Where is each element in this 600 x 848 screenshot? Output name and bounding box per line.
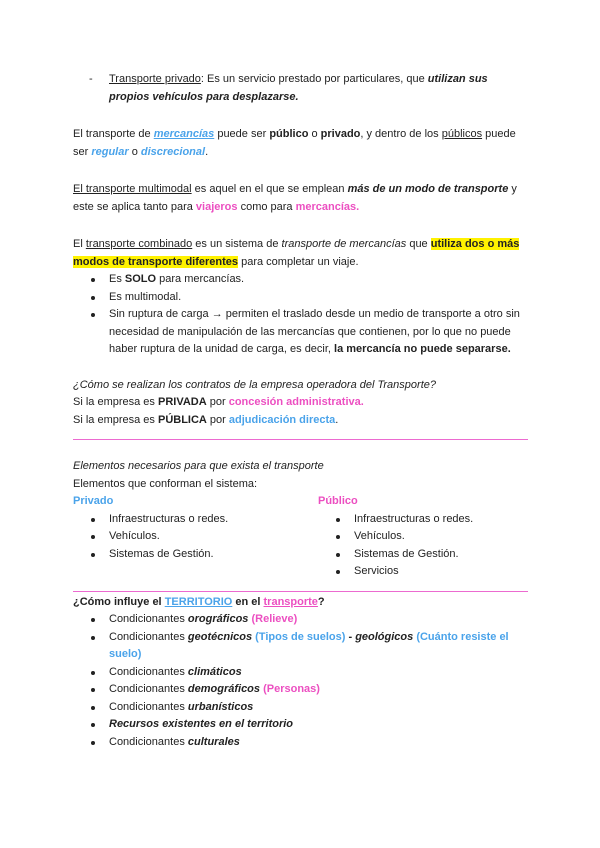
- text-span: es un sistema de: [192, 238, 282, 250]
- list-item: [73, 611, 528, 629]
- multimodal-emphasis: más de un modo de transporte: [347, 183, 509, 195]
- list-item: Infraestructuras o redes.: [73, 511, 318, 529]
- contracts-private-line: [73, 394, 528, 412]
- text-span: El: [73, 238, 86, 250]
- text-span: Si la empresa es: [73, 396, 158, 408]
- text-span: Condicionantes: [109, 700, 188, 713]
- concesion-term: concesión administrativa.: [228, 396, 364, 408]
- geotecnicos-term: geotécnicos: [187, 630, 253, 643]
- text-span: Condicionantes: [109, 735, 188, 748]
- text-span: o: [128, 145, 141, 158]
- viajeros-term: viajeros: [195, 200, 238, 213]
- contracts-question: ¿Cómo se realizan los contratos de la empresa operadora del Transporte?: [73, 378, 436, 391]
- elements-subtitle: Elementos que conforman el sistema:: [73, 477, 258, 490]
- text-span: en el: [232, 595, 264, 608]
- regular-term: regular: [91, 145, 129, 158]
- combined-paragraph: [73, 236, 528, 271]
- climaticos-term: climáticos: [187, 665, 242, 678]
- text-span: para mercancías.: [156, 273, 245, 285]
- contracts-public-line: [73, 412, 528, 430]
- private-transport-emphasis: utilizan sus propios vehículos para desplazarse.: [109, 73, 488, 103]
- list-item: Es multimodal.: [73, 289, 528, 307]
- text-span: Condicionantes: [109, 613, 188, 625]
- separator: -: [345, 630, 356, 643]
- combined-italic: transporte de mercancías: [281, 238, 407, 250]
- urbanisticos-term: urbanísticos: [187, 700, 254, 713]
- text-span: como para: [237, 200, 296, 213]
- text-span: .: [205, 145, 209, 158]
- list-item: [73, 699, 528, 717]
- territory-question: [73, 594, 528, 612]
- combined-term: transporte combinado: [85, 238, 193, 250]
- privado-term: privado: [320, 128, 361, 140]
- text-span: y este se aplica tanto para: [73, 183, 517, 213]
- text-span: por: [206, 413, 229, 426]
- list-item: Vehículos.: [318, 528, 528, 546]
- suelos-note: (Tipos de suelos): [255, 630, 346, 643]
- text-span: .: [335, 413, 339, 426]
- multimodal-paragraph: [73, 181, 528, 216]
- private-column: [73, 493, 318, 581]
- text-span: por: [206, 396, 229, 408]
- list-item: [73, 681, 528, 699]
- mercancias-term: mercancías.: [295, 200, 360, 213]
- text-span: ¿Cómo influye el: [73, 595, 165, 608]
- text-span: Condicionantes: [109, 683, 188, 695]
- solo-term: SOLO: [124, 273, 157, 285]
- list-item: [73, 306, 528, 359]
- private-transport-term: Transporte privado: [109, 73, 201, 85]
- text-span: o: [308, 128, 321, 140]
- orograficos-term: orográficos: [187, 613, 249, 625]
- private-heading: Privado: [73, 495, 114, 507]
- text-span: Condicionantes: [109, 665, 188, 678]
- public-list: [318, 511, 528, 581]
- recursos-term: Recursos existentes en el territorio: [109, 718, 294, 730]
- text-span: puede ser: [214, 128, 270, 140]
- transporte-term: transporte: [263, 595, 318, 608]
- private-transport-item: [73, 71, 528, 106]
- multimodal-term: El transporte multimodal: [73, 183, 192, 195]
- elements-columns: [73, 493, 528, 581]
- territorio-term: TERRITORIO: [164, 595, 233, 608]
- territory-list: [73, 611, 528, 751]
- culturales-term: culturales: [187, 735, 240, 748]
- mercancias-term: mercancías: [153, 128, 215, 140]
- public-column: [318, 493, 528, 581]
- discrecional-term: discrecional: [140, 145, 206, 158]
- publicos-term: públicos: [441, 128, 483, 140]
- text-span: El transporte de: [73, 128, 154, 140]
- text-span: que: [406, 238, 431, 250]
- resiste-note: (Cuánto resiste el suelo): [109, 630, 509, 660]
- list-item: [73, 629, 528, 664]
- combined-bullet-list: [73, 271, 528, 359]
- adjudicacion-term: adjudicación directa: [228, 413, 336, 426]
- list-item: [73, 271, 528, 289]
- list-item: Infraestructuras o redes.: [318, 511, 528, 529]
- relieve-note: (Relieve): [251, 613, 298, 625]
- document-page: [73, 71, 528, 751]
- bold-conclusion: la mercancía no puede separarse.: [334, 343, 511, 355]
- text-span: puede ser: [73, 128, 516, 158]
- private-transport-text: : Es un servicio prestado por particulares, que: [200, 73, 428, 85]
- private-list: [73, 511, 318, 564]
- list-item: Vehículos.: [73, 528, 318, 546]
- publica-term: PÚBLICA: [157, 413, 207, 426]
- privada-term: PRIVADA: [157, 396, 207, 408]
- text-span: Sin ruptura de carga → permiten el traslado desde un medio de transporte a otro sin necesidad de manipulación de las mercancías que contienen, por lo que no puede haber ruptura de la unidad de carga, es decir,: [109, 308, 520, 355]
- list-item: [73, 734, 528, 752]
- text-span: ?: [317, 595, 325, 608]
- combined-highlight: utiliza dos o más modos de transporte diferentes: [73, 238, 520, 268]
- personas-note: (Personas): [263, 683, 320, 695]
- transport-kinds-paragraph: [73, 126, 528, 161]
- public-heading: Público: [318, 495, 358, 507]
- demograficos-term: demográficos: [187, 683, 261, 695]
- text-span: , y dentro de los: [360, 128, 442, 140]
- list-item: [73, 664, 528, 682]
- list-item: Sistemas de Gestión.: [318, 546, 528, 564]
- text-span: Condicionantes: [109, 630, 188, 643]
- elements-title: Elementos necesarios para que exista el transporte: [73, 460, 324, 472]
- text-span: Si la empresa es: [73, 413, 158, 426]
- text-span: es aquel en el que se emplean: [191, 183, 348, 195]
- list-item: Sistemas de Gestión.: [73, 546, 318, 564]
- dash-marker: -: [89, 73, 93, 85]
- publico-term: público: [269, 128, 309, 140]
- geologicos-term: geológicos: [355, 630, 414, 643]
- text-span: para completar un viaje.: [238, 255, 359, 268]
- text-span: Es: [109, 273, 125, 285]
- list-item: Servicios: [318, 563, 528, 581]
- list-item: [73, 716, 528, 734]
